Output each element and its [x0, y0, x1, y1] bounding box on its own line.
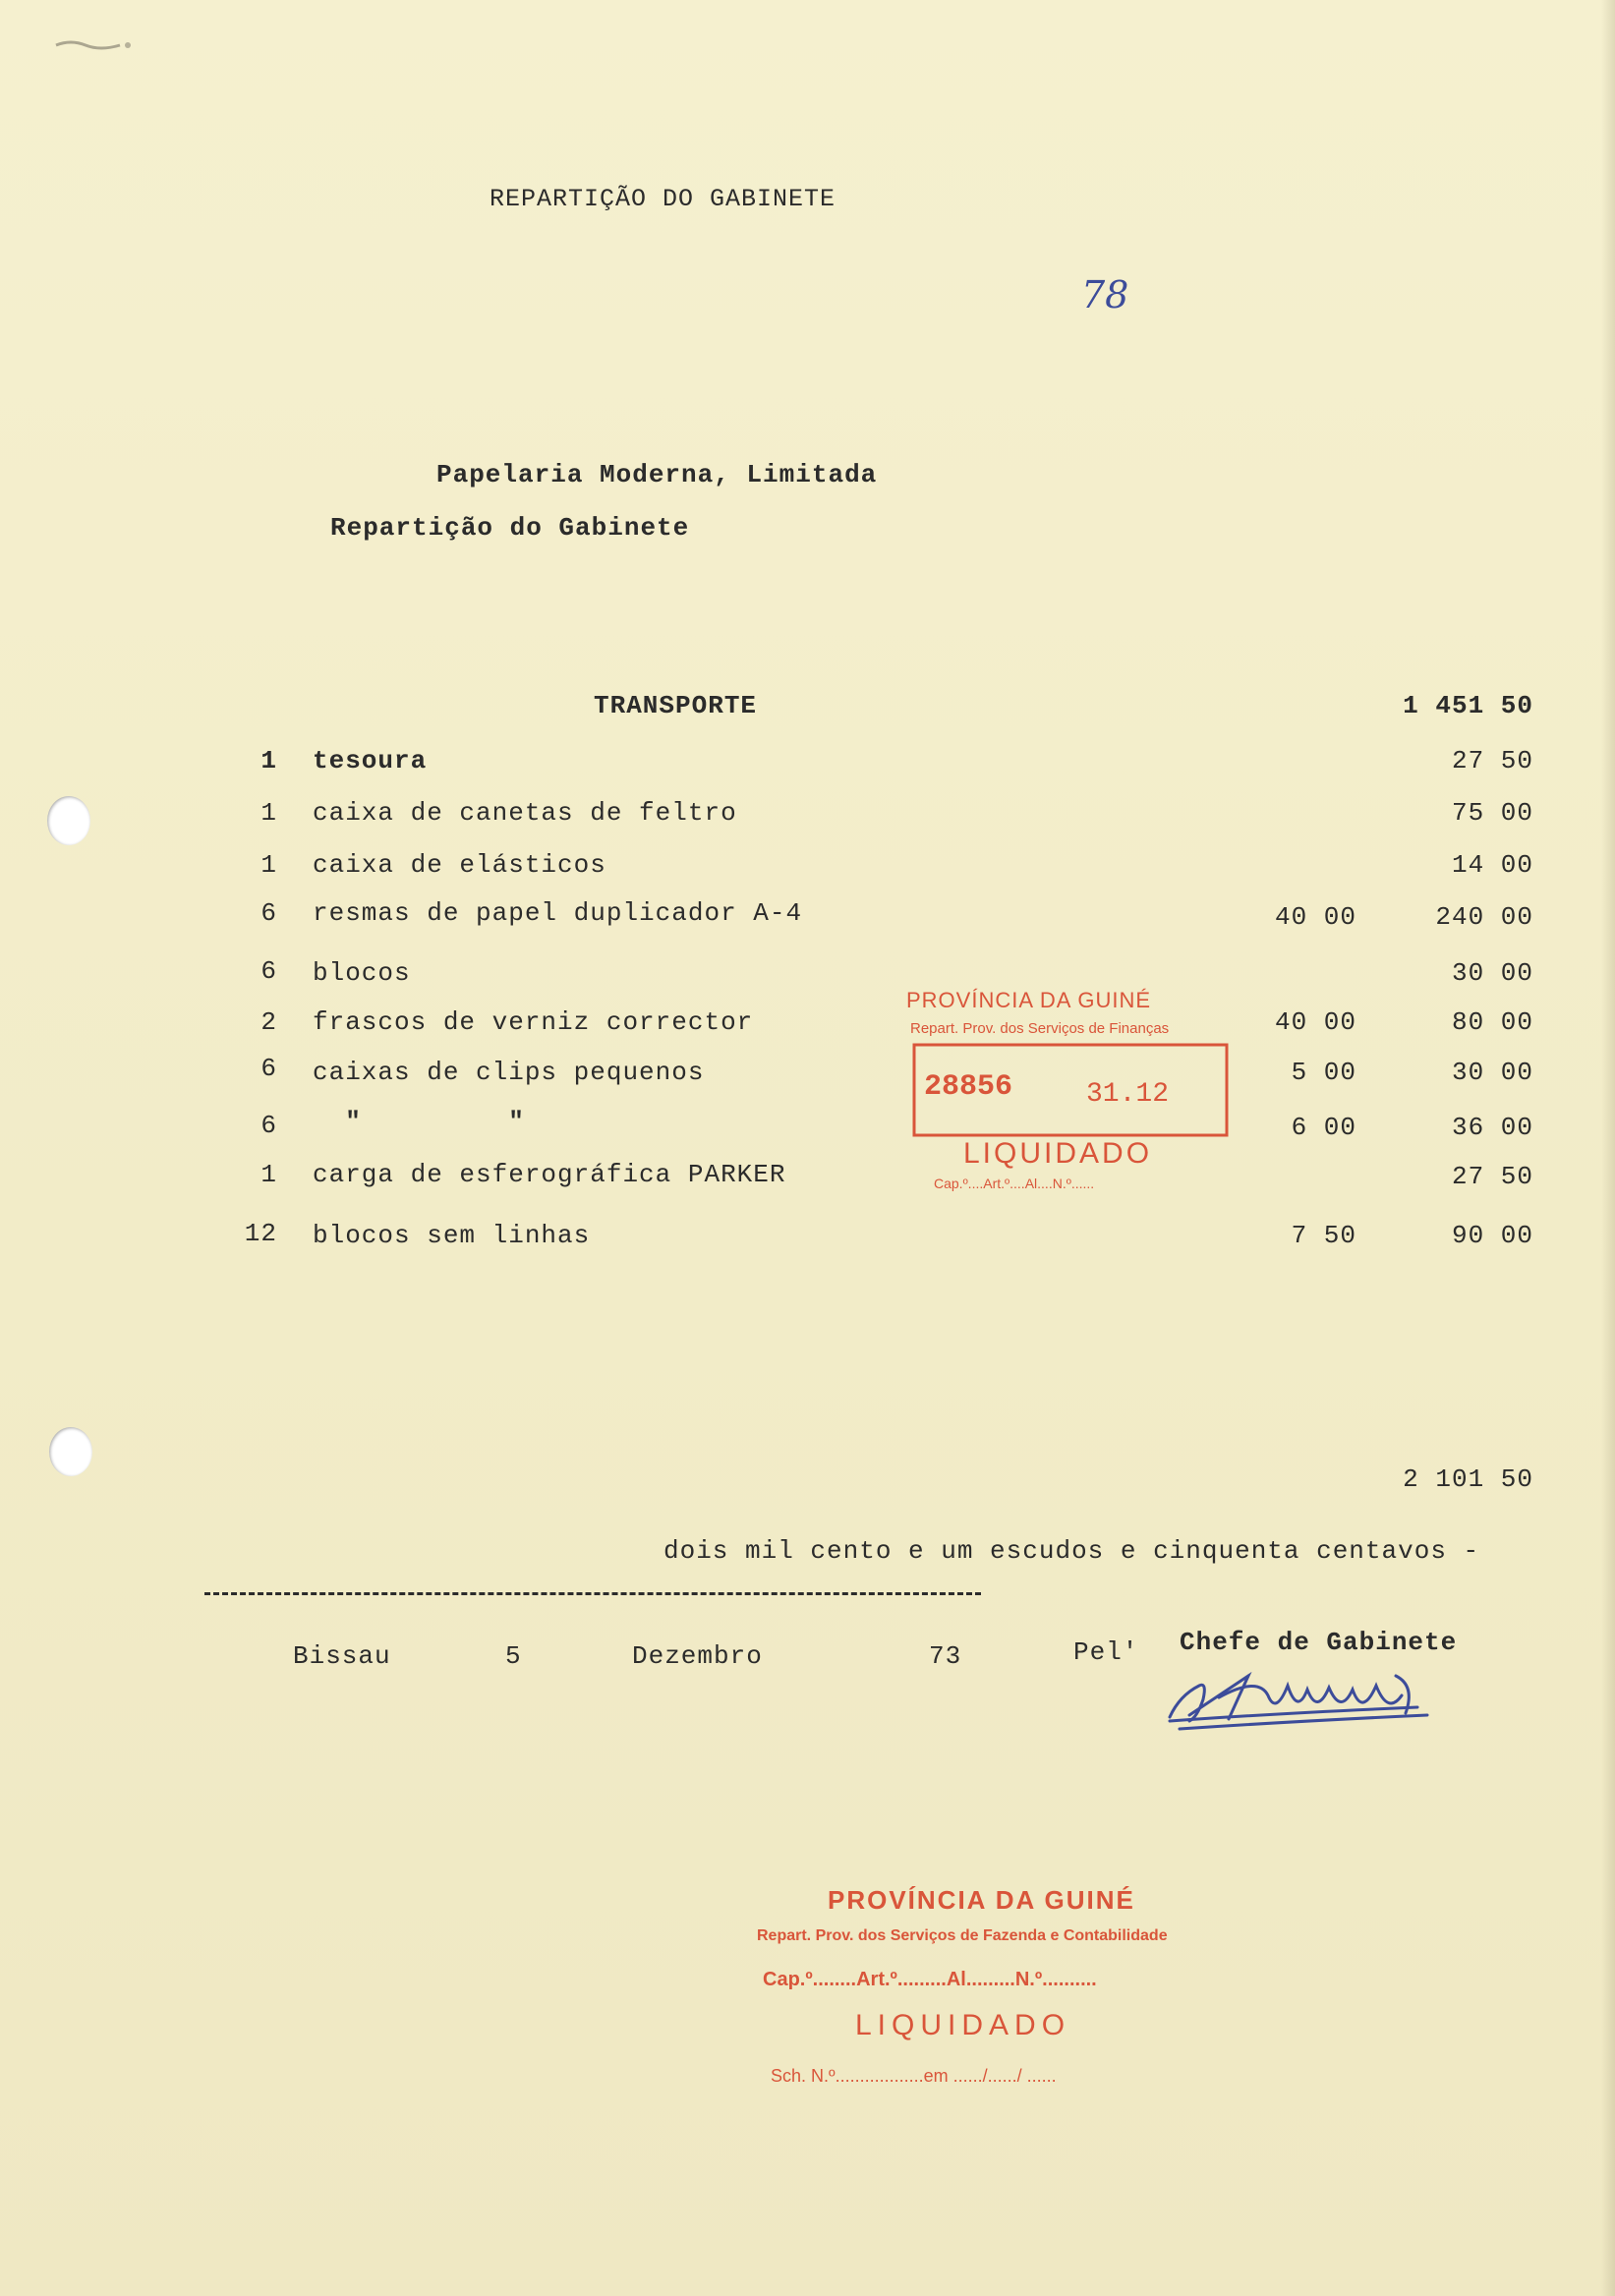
- item-description-ditto: " ": [313, 1107, 525, 1136]
- punch-hole: [47, 796, 90, 845]
- item-qty: 1: [260, 798, 277, 828]
- total-in-words: dois mil cento e um escudos e cinquenta centavos -: [663, 1536, 1480, 1566]
- item-qty: 1: [260, 1160, 277, 1189]
- item-total: 80 00: [1451, 1007, 1533, 1037]
- place: Bissau: [293, 1641, 391, 1671]
- stamp-small-number: 28856: [924, 1070, 1013, 1104]
- stamp-large-status: LIQUIDADO: [855, 2009, 1071, 2041]
- item-qty: 2: [260, 1007, 277, 1037]
- grand-total: 2 101 50: [1403, 1464, 1533, 1494]
- item-unit-price: 7 50: [1291, 1221, 1356, 1250]
- item-qty: 6: [260, 898, 277, 928]
- item-total: 30 00: [1451, 958, 1533, 988]
- year: 73: [929, 1641, 962, 1671]
- handwritten-page-number: 78: [1081, 273, 1129, 316]
- month: Dezembro: [632, 1641, 763, 1671]
- ink-smudge: [51, 35, 149, 55]
- item-total: 90 00: [1451, 1221, 1533, 1250]
- item-description: blocos sem linhas: [313, 1221, 591, 1250]
- transport-label: TRANSPORTE: [594, 691, 758, 720]
- item-qty: 6: [260, 1111, 277, 1140]
- item-total: 240 00: [1435, 902, 1533, 932]
- liquidado-stamp-small: [885, 978, 1258, 1204]
- item-unit-price: 5 00: [1291, 1058, 1356, 1087]
- stamp-large-line1: PROVÍNCIA DA GUINÉ: [828, 1885, 1135, 1915]
- addressee-department: Repartição do Gabinete: [330, 513, 690, 543]
- item-description: caixa de canetas de feltro: [313, 798, 737, 828]
- item-total: 27 50: [1451, 1162, 1533, 1191]
- stamp-large-line5: Sch. N.º..................em ....../....../ ......: [771, 2066, 1057, 2086]
- item-qty: 12: [244, 1219, 277, 1248]
- item-total: 27 50: [1451, 746, 1533, 775]
- item-qty: 1: [260, 850, 277, 880]
- day: 5: [505, 1641, 522, 1671]
- item-unit-price: 40 00: [1274, 1007, 1356, 1037]
- item-description: caixa de elásticos: [313, 850, 606, 880]
- stamp-small-date: 31.12: [1086, 1079, 1170, 1110]
- liquidado-stamp-large: [747, 1858, 1258, 2113]
- item-unit-price: 40 00: [1274, 902, 1356, 932]
- item-qty: 6: [260, 956, 277, 986]
- dashed-divider: [204, 1592, 981, 1595]
- item-qty: 6: [260, 1054, 277, 1083]
- stamp-small-fields: Cap.º....Art.º....Al....N.º......: [934, 1176, 1095, 1191]
- punch-hole: [49, 1427, 92, 1476]
- handwritten-signature: [1160, 1656, 1445, 1735]
- stamp-large-fields: Cap.º........Art.º.........Al.........N.º..........: [763, 1969, 1097, 1990]
- item-description: carga de esferográfica PARKER: [313, 1160, 786, 1189]
- item-description: blocos: [313, 958, 411, 988]
- item-description: resmas de papel duplicador A-4: [313, 898, 803, 928]
- item-total: 36 00: [1451, 1113, 1533, 1142]
- transport-amount: 1 451 50: [1403, 691, 1533, 720]
- signatory-title: Chefe de Gabinete: [1180, 1628, 1458, 1657]
- item-qty: 1: [260, 746, 277, 775]
- item-description: caixas de clips pequenos: [313, 1058, 705, 1087]
- item-unit-price: 6 00: [1291, 1113, 1356, 1142]
- paper-edge-shadow: [1601, 0, 1615, 2296]
- item-description: frascos de verniz corrector: [313, 1007, 754, 1037]
- stamp-small-status: LIQUIDADO: [963, 1137, 1153, 1170]
- addressee-company: Papelaria Moderna, Limitada: [436, 460, 878, 489]
- item-total: 30 00: [1451, 1058, 1533, 1087]
- signatory-prefix: Pel': [1073, 1637, 1139, 1667]
- stamp-large-line2: Repart. Prov. dos Serviços de Fazenda e Contabilidade: [757, 1927, 1168, 1944]
- item-total: 14 00: [1451, 850, 1533, 880]
- department-header: REPARTIÇÃO DO GABINETE: [490, 185, 836, 213]
- stamp-small-line1: PROVÍNCIA DA GUINÉ: [906, 988, 1152, 1012]
- item-description: tesoura: [313, 746, 428, 775]
- stamp-small-line2: Repart. Prov. dos Serviços de Finanças: [910, 1020, 1170, 1037]
- item-total: 75 00: [1451, 798, 1533, 828]
